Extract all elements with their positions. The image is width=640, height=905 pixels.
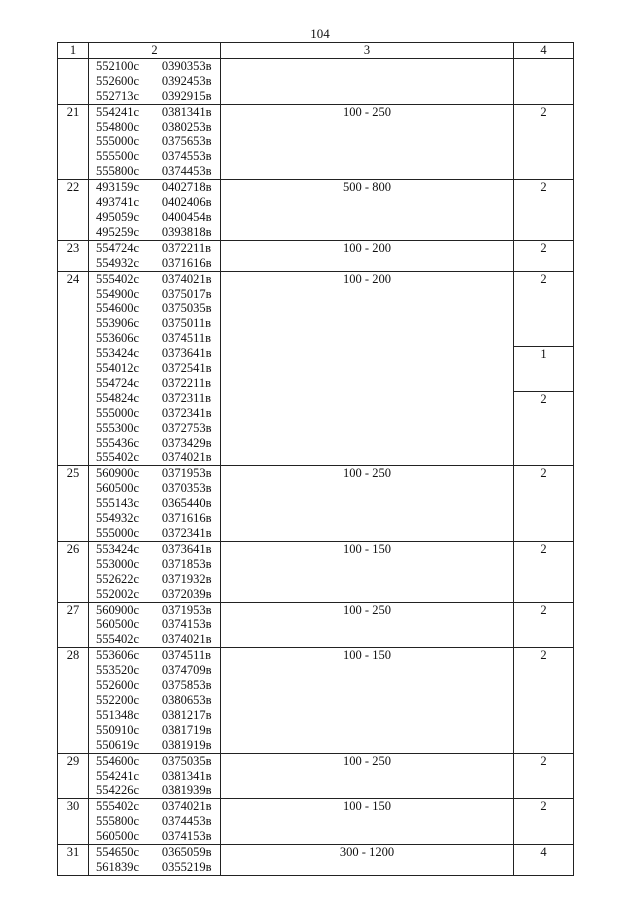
coordinate-line bbox=[89, 617, 220, 632]
depth-range: 500 - 800 bbox=[221, 180, 514, 241]
longitude-code: 0381341в bbox=[161, 768, 212, 783]
longitude-code: 0372341в bbox=[161, 405, 212, 420]
table-row bbox=[58, 541, 574, 602]
row-number: 26 bbox=[58, 541, 89, 602]
latitude-code: 554241с bbox=[96, 768, 140, 783]
latitude-code: 555402с bbox=[96, 450, 140, 465]
row-number: 27 bbox=[58, 602, 89, 648]
coordinate-line bbox=[89, 511, 220, 526]
row-number: 22 bbox=[58, 180, 89, 241]
longitude-code: 0371953в bbox=[161, 466, 212, 481]
latitude-code: 555402с bbox=[96, 271, 140, 286]
table-row bbox=[58, 799, 574, 845]
count-cell: 2 bbox=[514, 541, 574, 602]
longitude-code: 0374709в bbox=[161, 663, 212, 678]
coordinate-line bbox=[89, 180, 220, 195]
latitude-code: 552600с bbox=[96, 73, 140, 88]
coordinate-line bbox=[89, 814, 220, 829]
coordinate-line bbox=[89, 723, 220, 738]
latitude-code: 555800с bbox=[96, 814, 140, 829]
coordinate-line bbox=[89, 59, 220, 74]
coordinate-line bbox=[89, 769, 220, 784]
coordinate-line bbox=[89, 195, 220, 210]
longitude-code: 0381939в bbox=[161, 783, 212, 798]
longitude-code: 0355219в bbox=[161, 859, 212, 874]
longitude-code: 0374153в bbox=[161, 617, 212, 632]
latitude-code: 555300с bbox=[96, 420, 140, 435]
coordinate-line bbox=[89, 526, 220, 541]
depth-range: 100 - 250 bbox=[221, 104, 514, 180]
longitude-code: 0374453в bbox=[161, 164, 212, 179]
coordinate-line bbox=[89, 287, 220, 302]
count-cell: 2 bbox=[514, 799, 574, 845]
table-row bbox=[58, 753, 574, 799]
latitude-code: 553424с bbox=[96, 541, 140, 556]
latitude-code: 555402с bbox=[96, 632, 140, 647]
coordinate-line bbox=[89, 316, 220, 331]
coordinate-line bbox=[89, 845, 220, 860]
coordinates-cell bbox=[89, 466, 221, 542]
coordinate-line bbox=[89, 272, 220, 287]
column-header-2: 2 bbox=[89, 43, 221, 59]
coordinate-line bbox=[89, 557, 220, 572]
longitude-code: 0374453в bbox=[161, 814, 212, 829]
longitude-code: 0400454в bbox=[161, 209, 212, 224]
coordinate-line bbox=[89, 301, 220, 316]
coordinate-line bbox=[89, 74, 220, 89]
coordinate-line bbox=[89, 783, 220, 798]
longitude-code: 0371953в bbox=[161, 602, 212, 617]
depth-range: 100 - 200 bbox=[221, 271, 514, 466]
latitude-code: 554932с bbox=[96, 255, 140, 270]
latitude-code: 554724с bbox=[96, 375, 140, 390]
latitude-code: 555143с bbox=[96, 496, 140, 511]
latitude-code: 560500с bbox=[96, 829, 140, 844]
coordinate-line bbox=[89, 436, 220, 451]
latitude-code: 551348с bbox=[96, 707, 140, 722]
coordinate-line bbox=[89, 466, 220, 481]
coordinate-line bbox=[89, 331, 220, 346]
coordinate-line bbox=[89, 346, 220, 361]
count-cell: 2 bbox=[514, 180, 574, 241]
latitude-code: 553606с bbox=[96, 331, 140, 346]
longitude-code: 0374021в bbox=[161, 271, 212, 286]
longitude-code: 0375035в bbox=[161, 753, 212, 768]
coordinate-line bbox=[89, 89, 220, 104]
table-row bbox=[58, 240, 574, 271]
data-table bbox=[57, 42, 574, 876]
longitude-code: 0374553в bbox=[161, 149, 212, 164]
longitude-code: 0371616в bbox=[161, 511, 212, 526]
latitude-code: 555000с bbox=[96, 526, 140, 540]
latitude-code: 555800с bbox=[96, 164, 140, 179]
row-number bbox=[58, 58, 89, 104]
coordinate-line bbox=[89, 421, 220, 436]
coordinates-cell bbox=[89, 180, 221, 241]
count-cell: 2 bbox=[514, 104, 574, 180]
longitude-code: 0373429в bbox=[161, 435, 212, 450]
longitude-code: 0380653в bbox=[161, 692, 212, 707]
count-cell bbox=[514, 271, 574, 466]
count-cell: 2 bbox=[514, 240, 574, 271]
row-number: 28 bbox=[58, 648, 89, 753]
coordinate-line bbox=[89, 603, 220, 618]
longitude-code: 0374021в bbox=[161, 450, 212, 465]
latitude-code: 493741с bbox=[96, 195, 140, 210]
coordinate-line bbox=[89, 678, 220, 693]
latitude-code: 554932с bbox=[96, 511, 140, 526]
longitude-code: 0374511в bbox=[161, 331, 212, 346]
longitude-code: 0372039в bbox=[161, 586, 212, 601]
depth-range: 100 - 250 bbox=[221, 753, 514, 799]
depth-range: 100 - 150 bbox=[221, 799, 514, 845]
coordinates-cell bbox=[89, 845, 221, 876]
row-number: 29 bbox=[58, 753, 89, 799]
coordinate-line bbox=[89, 391, 220, 406]
latitude-code: 554724с bbox=[96, 240, 140, 255]
latitude-code: 495259с bbox=[96, 224, 140, 239]
latitude-code: 550619с bbox=[96, 737, 140, 752]
longitude-code: 0392915в bbox=[161, 88, 212, 103]
longitude-code: 0375011в bbox=[161, 316, 212, 331]
latitude-code: 555402с bbox=[96, 799, 140, 814]
latitude-code: 550910с bbox=[96, 722, 140, 737]
longitude-code: 0381217в bbox=[161, 707, 212, 722]
coordinates-cell bbox=[89, 240, 221, 271]
coordinate-line bbox=[89, 829, 220, 844]
longitude-code: 0371616в bbox=[161, 255, 212, 270]
count-cell: 2 bbox=[514, 602, 574, 648]
latitude-code: 552713с bbox=[96, 88, 140, 103]
row-number: 31 bbox=[58, 845, 89, 876]
coordinate-line bbox=[89, 542, 220, 557]
latitude-code: 554012с bbox=[96, 361, 140, 376]
longitude-code: 0375853в bbox=[161, 678, 212, 693]
longitude-code: 0371932в bbox=[161, 571, 212, 586]
latitude-code: 553906с bbox=[96, 316, 140, 331]
coordinates-cell bbox=[89, 648, 221, 753]
longitude-code: 0374153в bbox=[161, 829, 212, 844]
coordinate-line bbox=[89, 105, 220, 120]
longitude-code: 0393818в bbox=[161, 224, 212, 239]
longitude-code: 0372341в bbox=[161, 526, 212, 540]
count-cell: 4 bbox=[514, 845, 574, 876]
depth-range: 100 - 150 bbox=[221, 541, 514, 602]
column-header-4: 4 bbox=[514, 43, 574, 59]
longitude-code: 0375035в bbox=[161, 301, 212, 316]
coordinate-line bbox=[89, 648, 220, 663]
coordinate-line bbox=[89, 754, 220, 769]
latitude-code: 561839с bbox=[96, 859, 140, 874]
table-row bbox=[58, 271, 574, 466]
longitude-code: 0375017в bbox=[161, 286, 212, 301]
coordinate-line bbox=[89, 693, 220, 708]
count-cell: 2 bbox=[514, 648, 574, 753]
latitude-code: 552600с bbox=[96, 678, 140, 693]
row-number: 30 bbox=[58, 799, 89, 845]
longitude-code: 0381341в bbox=[161, 104, 212, 119]
longitude-code: 0373641в bbox=[161, 346, 212, 361]
coordinate-line bbox=[89, 708, 220, 723]
longitude-code: 0380253в bbox=[161, 119, 212, 134]
latitude-code: 554600с bbox=[96, 301, 140, 316]
depth-range: 100 - 250 bbox=[221, 602, 514, 648]
longitude-code: 0390353в bbox=[161, 58, 212, 73]
column-header-1: 1 bbox=[58, 43, 89, 59]
latitude-code: 560900с bbox=[96, 466, 140, 481]
depth-range: 100 - 200 bbox=[221, 240, 514, 271]
longitude-code: 0402718в bbox=[161, 180, 212, 195]
longitude-code: 0372541в bbox=[161, 361, 212, 376]
row-number: 23 bbox=[58, 240, 89, 271]
coordinate-line bbox=[89, 860, 220, 875]
longitude-code: 0375653в bbox=[161, 134, 212, 149]
coordinate-line bbox=[89, 210, 220, 225]
longitude-code: 0365440в bbox=[161, 496, 212, 511]
latitude-code: 555436с bbox=[96, 435, 140, 450]
coordinate-line bbox=[89, 572, 220, 587]
coordinate-line bbox=[89, 149, 220, 164]
latitude-code: 554900с bbox=[96, 286, 140, 301]
latitude-code: 552100с bbox=[96, 58, 140, 73]
longitude-code: 0372753в bbox=[161, 420, 212, 435]
longitude-code: 0392453в bbox=[161, 73, 212, 88]
coordinate-line bbox=[89, 406, 220, 421]
depth-range: 100 - 150 bbox=[221, 648, 514, 753]
count-cell: 2 bbox=[514, 753, 574, 799]
coordinate-line bbox=[89, 663, 220, 678]
table-row bbox=[58, 648, 574, 753]
coordinate-line bbox=[89, 134, 220, 149]
count-part: 2 bbox=[540, 271, 547, 286]
latitude-code: 552622с bbox=[96, 571, 140, 586]
coordinate-line bbox=[89, 164, 220, 179]
latitude-code: 554650с bbox=[96, 845, 140, 860]
latitude-code: 554241с bbox=[96, 104, 140, 119]
table-row bbox=[58, 466, 574, 542]
page-number: 104 bbox=[310, 26, 330, 41]
coordinates-cell bbox=[89, 753, 221, 799]
table-row bbox=[58, 58, 574, 104]
coordinate-line bbox=[89, 376, 220, 391]
coordinate-line bbox=[89, 799, 220, 814]
column-header-3: 3 bbox=[221, 43, 514, 59]
longitude-code: 0372211в bbox=[161, 375, 212, 390]
table-row bbox=[58, 104, 574, 180]
latitude-code: 495059с bbox=[96, 209, 140, 224]
latitude-code: 553424с bbox=[96, 346, 140, 361]
row-number: 24 bbox=[58, 271, 89, 466]
coordinates-cell bbox=[89, 799, 221, 845]
coordinate-line bbox=[89, 738, 220, 753]
latitude-code: 553606с bbox=[96, 648, 140, 663]
coordinate-line bbox=[89, 120, 220, 135]
longitude-code: 0373641в bbox=[161, 541, 212, 556]
latitude-code: 554226с bbox=[96, 783, 140, 798]
depth-range bbox=[221, 58, 514, 104]
coordinates-cell bbox=[89, 104, 221, 180]
coordinate-line bbox=[89, 256, 220, 271]
table-row bbox=[58, 180, 574, 241]
latitude-code: 560900с bbox=[96, 602, 140, 617]
latitude-code: 554800с bbox=[96, 119, 140, 134]
longitude-code: 0381719в bbox=[161, 722, 212, 737]
longitude-code: 0374021в bbox=[161, 632, 212, 647]
latitude-code: 493159с bbox=[96, 180, 140, 195]
count-part: 2 bbox=[514, 391, 573, 466]
latitude-code: 552200с bbox=[96, 692, 140, 707]
coordinates-cell bbox=[89, 271, 221, 466]
coordinate-line bbox=[89, 241, 220, 256]
coordinate-line bbox=[89, 361, 220, 376]
longitude-code: 0374021в bbox=[161, 799, 212, 814]
longitude-code: 0402406в bbox=[161, 195, 212, 210]
longitude-code: 0381919в bbox=[161, 737, 212, 752]
depth-range: 100 - 250 bbox=[221, 466, 514, 542]
row-number: 25 bbox=[58, 466, 89, 542]
longitude-code: 0374511в bbox=[161, 648, 212, 663]
longitude-code: 0365059в bbox=[161, 845, 212, 860]
longitude-code: 0372311в bbox=[161, 390, 212, 405]
latitude-code: 553000с bbox=[96, 556, 140, 571]
coordinates-cell bbox=[89, 602, 221, 648]
latitude-code: 560500с bbox=[96, 617, 140, 632]
header-row bbox=[58, 43, 574, 59]
latitude-code: 555000с bbox=[96, 134, 140, 149]
latitude-code: 554600с bbox=[96, 753, 140, 768]
longitude-code: 0371853в bbox=[161, 556, 212, 571]
longitude-code: 0370353в bbox=[161, 481, 212, 496]
coordinate-line bbox=[89, 496, 220, 511]
latitude-code: 555500с bbox=[96, 149, 140, 164]
coordinates-cell bbox=[89, 541, 221, 602]
coordinate-line bbox=[89, 225, 220, 240]
coordinate-line bbox=[89, 587, 220, 602]
table-row bbox=[58, 845, 574, 876]
coordinates-cell bbox=[89, 58, 221, 104]
count-cell bbox=[514, 58, 574, 104]
count-part: 1 bbox=[514, 346, 573, 391]
latitude-code: 560500с bbox=[96, 481, 140, 496]
count-cell: 2 bbox=[514, 466, 574, 542]
latitude-code: 552002с bbox=[96, 586, 140, 601]
latitude-code: 553520с bbox=[96, 663, 140, 678]
depth-range: 300 - 1200 bbox=[221, 845, 514, 876]
longitude-code: 0372211в bbox=[161, 240, 212, 255]
coordinate-line bbox=[89, 481, 220, 496]
coordinate-line bbox=[89, 450, 220, 465]
coordinate-line bbox=[89, 632, 220, 647]
latitude-code: 555000с bbox=[96, 405, 140, 420]
latitude-code: 554824с bbox=[96, 390, 140, 405]
table-row bbox=[58, 602, 574, 648]
row-number: 21 bbox=[58, 104, 89, 180]
